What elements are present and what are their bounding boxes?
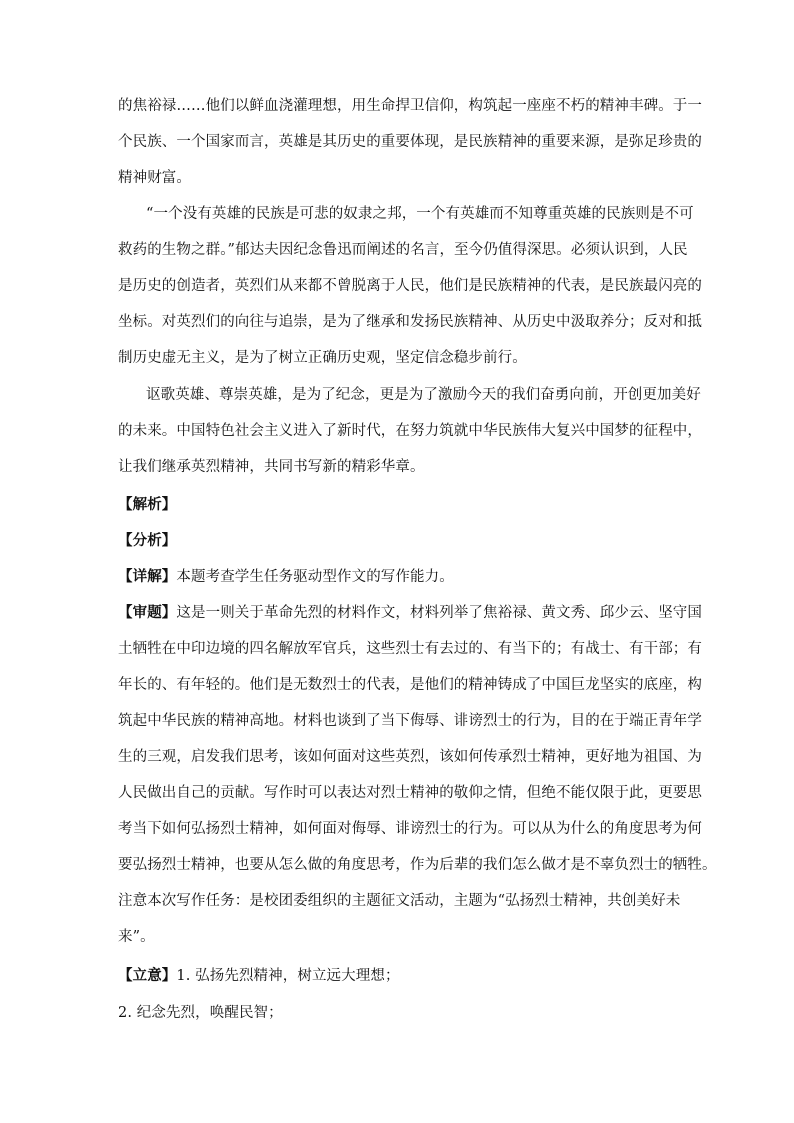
paragraph-3-line-2: 的未来。中国特色社会主义进入了新时代，在努力筑就中华民族伟大复兴中国梦的征程中，: [118, 423, 702, 439]
paragraph-3-line-3: 让我们继承英烈精神，共同书写新的精彩华章。: [118, 459, 425, 475]
shenti-line-6: 人民做出自己的贡献。写作时可以表达对烈士精神的敬仰之情，但绝不能仅限于此，更要思: [118, 785, 702, 801]
heading-jiexi: 【解析】: [118, 496, 177, 513]
paragraph-1-line-3: 精神财富。: [118, 170, 191, 186]
shenti-line-9: 注意本次写作任务：是校团委组织的主题征文活动，主题为“弘扬烈士精神，共创美好未: [118, 893, 681, 909]
shenti-line-7: 考当下如何弘扬烈士精神，如何面对侮辱、诽谤烈士的行为。可以从为什么的角度思考为何: [118, 821, 702, 837]
paragraph-2-line-3: 是历史的创造者，英烈们从来都不曾脱离于人民，他们是民族精神的代表，是民族最闪亮的: [118, 278, 702, 294]
shenti-line-1: [118, 603, 703, 623]
liyi-line-1: [118, 966, 678, 986]
paragraph-2-line-2: 救药的生物之群。”郁达夫因纪念鲁迅而阐述的名言，至今仍值得深思。必须认识到，人民: [118, 242, 688, 258]
shenti-label: 【审题】: [118, 604, 177, 621]
xiangjie-line: [118, 567, 678, 587]
paragraph-1-line-2: 个民族、一个国家而言，英雄是其历史的重要体现，是民族精神的重要来源，是弥足珍贵的: [118, 134, 702, 150]
xiangjie-text: 本题考查学生任务驱动型作文的写作能力。: [176, 569, 454, 585]
shenti-line-5: 生的三观，启发我们思考，该如何面对这些英烈，该如何传承烈士精神，更好地为祖国、为: [118, 749, 702, 765]
paragraph-2-line-1: “一个没有英雄的民族是可悲的奴隶之邦，一个有英雄而不知尊重英雄的民族则是不可: [146, 206, 694, 222]
heading-fenxi: 【分析】: [118, 532, 177, 549]
paragraph-2-line-4: 坐标。对英烈们的向往与追崇，是为了继承和发扬民族精神、从历史中汲取养分；反对和抵: [118, 314, 702, 330]
paragraph-3-line-1: 讴歌英雄、尊崇英雄，是为了纪念，更是为了激励今天的我们奋勇向前，开创更加美好: [146, 387, 701, 403]
shenti-line-3: 年长的、有年轻的。他们是无数烈士的代表，是他们的精神铸成了中国巨龙坚实的底座，构: [118, 677, 702, 693]
liyi-line-2: 2. 纪念先烈，唤醒民智；: [118, 1005, 283, 1021]
liyi-label: 【立意】: [118, 967, 177, 984]
shenti-text-first: 这是一则关于革命先烈的材料作文，材料列举了焦裕禄、黄文秀、邱少云、坚守国: [176, 605, 703, 621]
liyi-text-first: 1. 弘扬先烈精神，树立远大理想；: [176, 968, 400, 984]
shenti-line-2: 土牺牲在中印边境的四名解放军官兵，这些烈士有去过的、有当下的；有战士、有干部；有: [118, 641, 702, 657]
xiangjie-label: 【详解】: [118, 568, 177, 585]
paragraph-1-line-1: 的焦裕禄……他们以鲜血浇灌理想，用生命捍卫信仰，构筑起一座座不朽的精神丰碑。于一: [118, 98, 702, 114]
shenti-line-8: 要弘扬烈士精神，也要从怎么做的角度思考，作为后辈的我们怎么做才是不辜负烈士的牺牲。: [118, 857, 717, 873]
shenti-line-4: 筑起中华民族的精神高地。材料也谈到了当下侮辱、诽谤烈士的行为，目的在于端正青年学: [118, 713, 702, 729]
shenti-line-10: 来”。: [118, 929, 155, 945]
paragraph-2-line-5: 制历史虚无主义，是为了树立正确历史观，坚定信念稳步前行。: [118, 350, 527, 366]
